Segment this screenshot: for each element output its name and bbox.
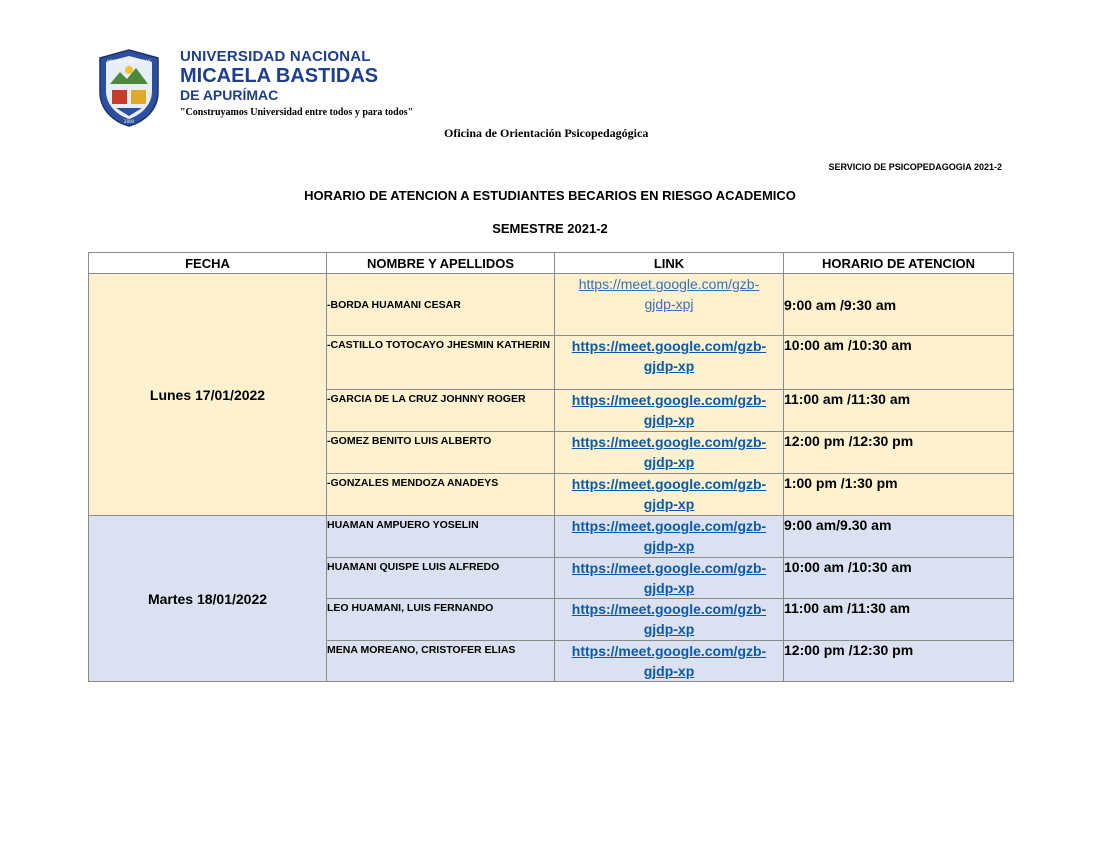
student-name: LEO HUAMANI, LUIS FERNANDO xyxy=(327,599,555,641)
header-horario: HORARIO DE ATENCION xyxy=(784,253,1014,274)
service-label: SERVICIO DE PSICOPEDAGOGIA 2021-2 xyxy=(828,162,1002,172)
time-slot: 11:00 am /11:30 am xyxy=(784,390,1014,432)
meet-link-cell xyxy=(555,599,784,641)
university-seal-icon xyxy=(96,48,162,128)
time-slot: 10:00 am /10:30 am xyxy=(784,336,1014,390)
meet-link-cell xyxy=(555,432,784,474)
university-line1: UNIVERSIDAD NACIONAL xyxy=(180,48,371,65)
meet-link-cell xyxy=(555,516,784,558)
document-title: HORARIO DE ATENCION A ESTUDIANTES BECARIOS EN RIESGO ACADEMICO xyxy=(304,188,796,203)
student-name: MENA MOREANO, CRISTOFER ELIAS xyxy=(327,641,555,682)
student-name: -GARCIA DE LA CRUZ JOHNNY ROGER xyxy=(327,390,555,432)
table-header-row xyxy=(89,253,1014,274)
seal-text: MICAELA BASTIDAS xyxy=(107,60,151,65)
meet-link[interactable]: https://meet.google.com/gzb- gjdp-xp xyxy=(571,392,767,428)
header-nombre: NOMBRE Y APELLIDOS xyxy=(327,253,555,274)
time-slot: 1:00 pm /1:30 pm xyxy=(784,474,1014,516)
meet-link[interactable]: https://meet.google.com/gzb- gjdp-xp xyxy=(571,434,767,470)
tuesday-group xyxy=(89,516,1014,682)
table-row xyxy=(89,516,1014,558)
university-logo xyxy=(96,46,416,130)
meet-link[interactable]: https://meet.google.com/gzb- gjdp-xpj xyxy=(578,276,760,312)
meet-link-cell xyxy=(555,336,784,390)
table-row xyxy=(89,274,1014,336)
date-cell-monday: Lunes 17/01/2022 xyxy=(89,274,327,516)
student-name: -GOMEZ BENITO LUIS ALBERTO xyxy=(327,432,555,474)
university-name xyxy=(180,48,413,120)
student-name: HUAMANI QUISPE LUIS ALFREDO xyxy=(327,558,555,599)
office-name: Oficina de Orientación Psicopedagógica xyxy=(444,126,649,140)
meet-link[interactable]: https://meet.google.com/gzb- gjdp-xp xyxy=(571,338,767,374)
meet-link-cell xyxy=(555,558,784,599)
seal-year: 2000 xyxy=(123,119,135,124)
monday-group xyxy=(89,274,1014,516)
meet-link-cell xyxy=(555,274,784,336)
meet-link-cell xyxy=(555,390,784,432)
meet-link-cell xyxy=(555,641,784,682)
student-name: -CASTILLO TOTOCAYO JHESMIN KATHERIN xyxy=(327,336,555,390)
meet-link[interactable]: https://meet.google.com/gzb- gjdp-xp xyxy=(571,476,767,512)
university-line3: DE APURÍMAC xyxy=(180,87,279,103)
time-slot: 12:00 pm /12:30 pm xyxy=(784,641,1014,682)
meet-link[interactable]: https://meet.google.com/gzb- gjdp-xp xyxy=(571,560,767,596)
header-fecha: FECHA xyxy=(89,253,327,274)
student-name: HUAMAN AMPUERO YOSELIN xyxy=(327,516,555,558)
meet-link[interactable]: https://meet.google.com/gzb- gjdp-xp xyxy=(571,518,767,554)
time-slot: 12:00 pm /12:30 pm xyxy=(784,432,1014,474)
university-motto: "Construyamos Universidad entre todos y para todos" xyxy=(180,107,414,118)
meet-link-cell xyxy=(555,474,784,516)
meet-link[interactable]: https://meet.google.com/gzb- gjdp-xp xyxy=(571,643,767,679)
time-slot: 11:00 am /11:30 am xyxy=(784,599,1014,641)
time-slot: 9:00 am/9.30 am xyxy=(784,516,1014,558)
time-slot: 10:00 am /10:30 am xyxy=(784,558,1014,599)
header-link: LINK xyxy=(555,253,784,274)
time-slot: 9:00 am /9:30 am xyxy=(784,274,1014,336)
university-line2: MICAELA BASTIDAS xyxy=(180,65,379,87)
student-name: -GONZALES MENDOZA ANADEYS xyxy=(327,474,555,516)
student-name: -BORDA HUAMANI CESAR xyxy=(327,274,555,336)
semester-label: SEMESTRE 2021-2 xyxy=(492,221,608,236)
meet-link[interactable]: https://meet.google.com/gzb- gjdp-xp xyxy=(571,601,767,637)
schedule-table xyxy=(88,252,1014,682)
date-cell-tuesday: Martes 18/01/2022 xyxy=(89,516,327,682)
